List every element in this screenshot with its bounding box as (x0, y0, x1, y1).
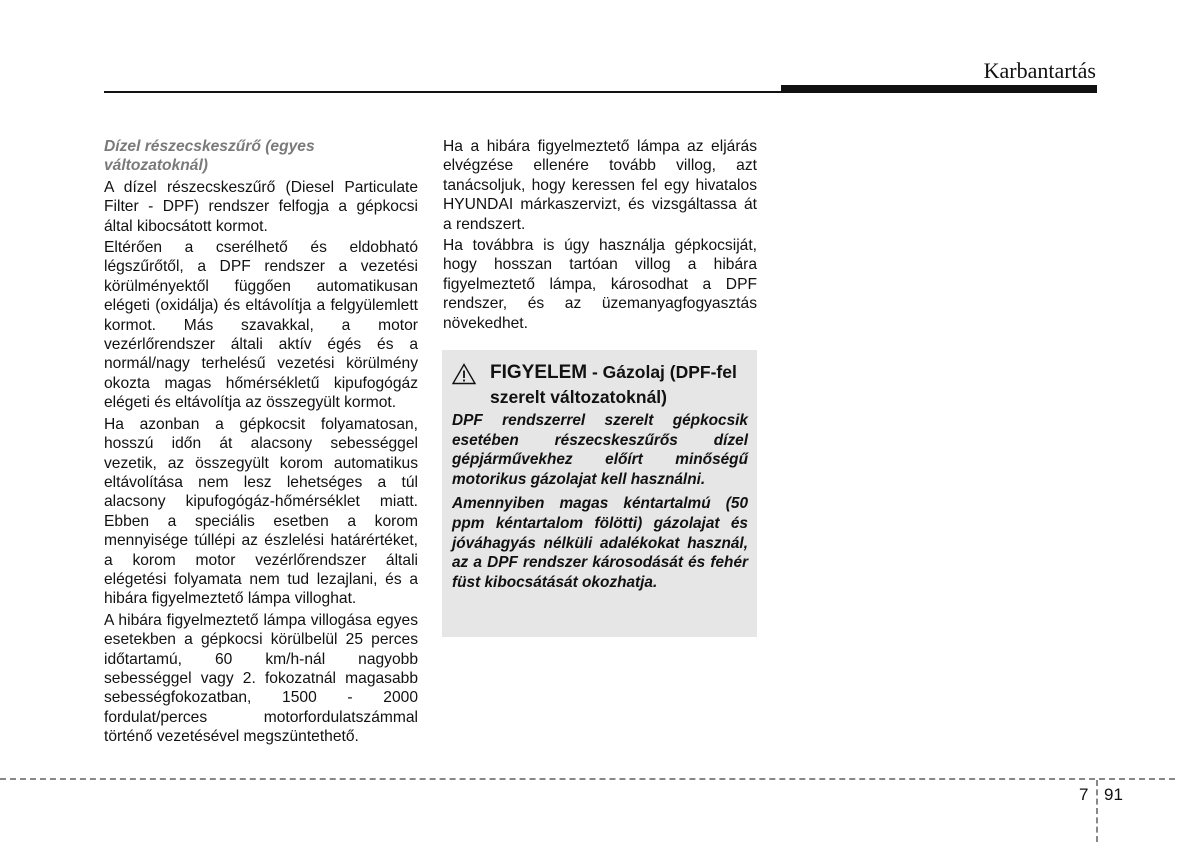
page-number: 91 (1104, 785, 1123, 804)
footer-dashed-rule (0, 778, 1175, 780)
page-header-title: Karbantartás (983, 58, 1096, 83)
section-subheading: Dízel részecskeszűrő (egyes változatoknál) (104, 138, 315, 175)
paragraph: Ha azonban a gépkocsit folyamatosan, hosszú időn át alacsony sebességgel vezetik, az összegyült korom automatikus eltávolítása nem lesz lehetséges a túl alacsony kipufogógáz-hőmérséklet miatt. Ebben a speciális esetben a korom mennyisége túllépi az észlelési határértéket, a korom motor vezérlőrendszer általi elégetési folyamata nem tud lezajlani, és a hibára figyelmeztető lámpa villoghat. (104, 415, 418, 608)
paragraph: Eltérően a cserélhető és eldobható légszűrőtől, a DPF rendszer a vezetési körülményektől függően automatikusan elégeti (oxidálja) és eltávolítja a felgyülemlett kormot. Más szavakkal, a motor vezérlőrendszer általi aktív égés és a normál/nagy terhelésű vezetési körülmény okozta magas hőmérsékletű kipufogógáz elégeti és eltávolítja az összegyült kormot. (104, 239, 418, 412)
header-rule-thin (104, 91, 784, 93)
right-column (443, 137, 757, 335)
footer-dashed-divider (1096, 780, 1098, 842)
paragraph: A dízel részecskeszűrő (Diesel Particulate Filter - DPF) rendszer felfogja a gépkocsi által kibocsátott kormot. (104, 178, 418, 235)
warning-triangle-icon (452, 360, 490, 390)
warning-body (452, 411, 748, 592)
paragraph: Ha a hibára figyelmeztető lámpa az eljárás elvégzése ellenére tovább villog, azt tanácsoljuk, hogy keressen fel egy hivatalos HYUNDAI márkaszervizt, és vizsgáltassa át a rendszert. (443, 138, 757, 233)
warning-box (442, 350, 757, 637)
header-rule-thick (781, 85, 1097, 93)
warning-paragraph: Amennyiben magas kéntartalmú (50 ppm kéntartalom fölötti) gázolajat és jóváhagyás nélküli adalékokat használ, az a DPF rendszer károsodását és fehér füst kibocsátását okozhatja. (452, 495, 748, 591)
warning-title-main: FIGYELEM (490, 362, 588, 383)
warning-title (490, 360, 748, 409)
warning-header (452, 360, 748, 409)
left-column (104, 137, 418, 749)
warning-paragraph: DPF rendszerrel szerelt gépkocsik esetében részecskeszűrős dízel gépjárművekhez előírt minőségű motorikus gázolajat kell használni. (452, 412, 748, 488)
chapter-number: 7 (1079, 785, 1089, 804)
paragraph: Ha továbbra is úgy használja gépkocsiját, hogy hosszan tartóan villog a hibára figyelmeztető lámpa, károsodhat a DPF rendszer, és az üzemanyagfogyasztás növekedhet. (443, 237, 757, 332)
warning-title-rest: - Gázolaj (DPF-fel szerelt változatoknál) (490, 362, 737, 407)
paragraph: A hibára figyelmeztető lámpa villogása egyes esetekben a gépkocsi körülbelül 25 perces időtartamú, 60 km/h-nál nagyobb sebességgel vagy 2. fokozatnál magasabb sebességfokozatban, 1500 - 2000 fordulat/perces motorfordulatszámmal történő vezetésével megszüntethető. (104, 611, 418, 746)
